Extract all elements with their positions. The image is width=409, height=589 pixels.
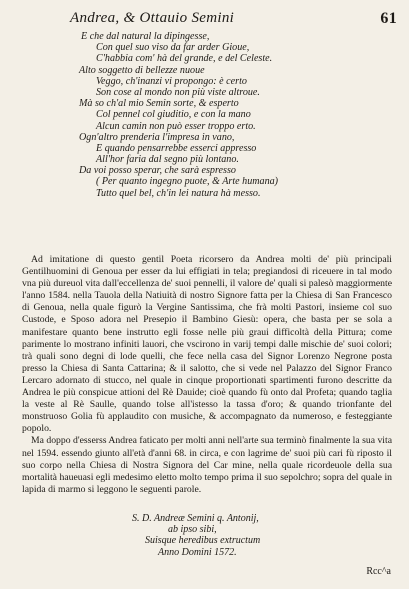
poem-line: Son cose al mondo non più viste altroue. [96, 86, 260, 98]
catchword: Rcc^a [366, 566, 391, 577]
poem-line: All'hor faria dal segno più lontano. [96, 154, 239, 166]
poem-line: Col pennel col giuditio, e con la mano [96, 109, 251, 121]
page-number: 61 [380, 10, 397, 27]
poem-line: Ogn'altro prenderia l'impresa in vano, [79, 131, 235, 143]
poem-line: Alcun camin non può esser troppo erto. [96, 120, 256, 132]
paragraph: Ad imitatione di questo gentil Poeta ricorsero da Andrea molti de' più principali Gentilhuomini di Genoua per esser da lui effigiati in tela; pregiandosi di riceuere in tal modo vna più dureuol vita dall'eccellenza de' suoi pennelli, il valore de' quali si palesò maggiormente l'anno 1584. nella Tauola della Natiuità di nostro Signore fatta per la Chiesa di San Francesco di Genoua, nella quale figurò la Vergine Santissima, che frà molti Pastori, insieme col suo Custode, e Sposo adora nel Presepio il Bambino Giesù: opera, che basta per se sola a manifestare quanto bene instrutto egli fosse nelle più graui difficoltà della Pittura; come parimente lo mostrano infiniti lauori, che vscirono in varij tempi dalle mischie de' suoi colori; trà quali sono degni di lode quelli, che fece nella casa del Signor Lorenzo Negrone posta presso la Chiesa di Santa Cattarina; & il salotto, che si vede nel Palazzo del Signor Franco Lercaro adornato di stucco, nel quale in cinque proportionati spartimenti furono descritte da Andrea le più conspicue attioni del Rè Dauide; cioè quando fù onto dal Profeta; quando taglia la veste al Rè Saulle, quando tolse all'istesso la tassa d'oro; & quando trionfante del monstruoso Golia fù applaudito con musiche, & accompagnato da numeroso, e festeggiante popolo. [22, 254, 392, 435]
poem-line: Da voi posso sperar, che sarà espresso [79, 165, 236, 177]
poem-line: C'habbia com' hà del grande, e del Celeste. [96, 53, 273, 65]
poem-line: Con quel suo viso da far arder Gioue, [96, 42, 250, 54]
poem-line: E quando pensarrebbe esserci appresso [96, 142, 257, 154]
poem-line: Alto soggetto di bellezze nuoue [79, 64, 205, 76]
paragraph: Ma doppo d'esserss Andrea faticato per molti anni nell'arte sua terminò finalmente la sua vita nel 1594. essendo giunto all'età d'anni 68. in circa, e con lagrime de' suoi più cari fù riposto il suo corpo nella Chiesa di Nostra Signora del Car mine, nella quale ricordeuole della sua mortalità haueuasi egli medesimo eletto molto tempo prima il suo sepolchro; sopra del quale in lapida di marmo si leggono le seguenti parole. [22, 435, 392, 495]
poem-line: E che dal natural la dipingesse, [81, 31, 210, 42]
epitaph-line: Anno Domini 1572. [158, 546, 237, 558]
poem-line: ( Per quanto ingegno puote, & Arte humana) [96, 176, 279, 188]
poem-line: Tutto quel bel, ch'in lei natura hà messo. [96, 187, 261, 199]
prose-body [22, 254, 392, 496]
poem [0, 31, 409, 199]
poem-line: Veggo, ch'inanzi vi propongo: è certo [96, 75, 247, 87]
epitaph-inscription [0, 513, 409, 558]
epitaph-line: Suisque heredibus extructum [145, 535, 261, 547]
epitaph-line: ab ipso sibi, [168, 524, 217, 536]
running-title: Andrea, & Ottauio Semini [70, 10, 235, 26]
epitaph-line: S. D. Andreæ Semini q. Antonij, [132, 513, 259, 524]
poem-line: Mà so ch'al mio Semin sorte, & esperto [79, 98, 239, 110]
